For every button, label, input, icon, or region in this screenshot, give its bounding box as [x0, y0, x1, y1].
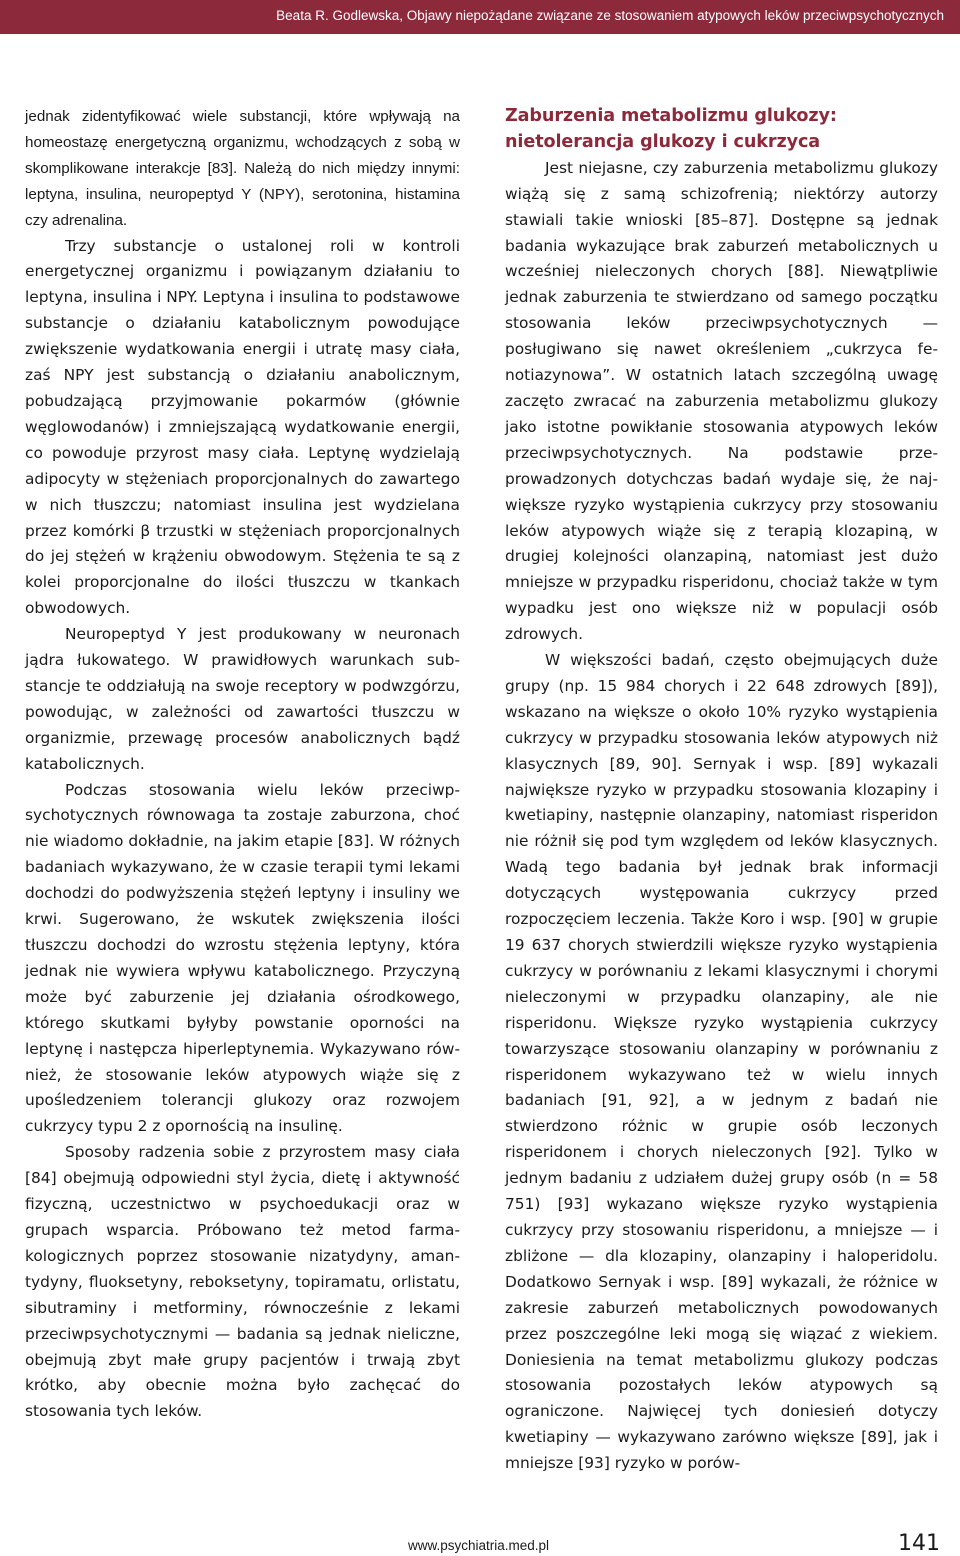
paragraph-weight-management: Sposoby radzenia sobie z przyrostem masy ciała [84] obejmują odpowiedni styl życia, dietę i aktywność fizyczną, uczestnictwo w psychoedukacji oraz w grupach wsparcia. Próbowano też metod farmakologicznych poprzez stosowanie nizatydyny, amantydyny, fluoksetyny, reboksetyny, topiramatu, orlistatu, sibutraminy i metforminy, równocześnie z lekami przeciwpsychotycznymi — badania są jednak nieliczne, obejmują zbyt małe grupy pacjentów i trwają zbyt krótko, aby obecnie można było zachęcać do stosowania tych leków.	[25, 1143, 460, 1421]
paragraph-glucose-intro: Jest niejasne, czy zaburzenia metabolizmu glukozy wiążą się z samą schizofrenią; niektórzy autorzy stawiali takie wnioski [85–87]. Dostępne są jednak badania wykazujące brak zaburzeń metabolicznych u wcześniej nieleczonych chorych [88]. Niewątpliwie jednak zaburzenia te stwierdzano od samego początku stosowania leków przeciwpsychotycznych — posługiwano się nawet określeniem „cukrzyca fenotiazynowa”. W ostatnich latach szczególną uwagę zaczęto zwracać na zaburzenia metabolizmu glukozy jako istotne powikłanie stosowania atypowych leków przeciwpsychotycznych. Na podstawie przeprowadzonych dotychczas badań wydaje się, że największe ryzyko wystąpienia cukrzycy przy stosowaniu leków atypowych wiąże się z terapią klozapiną, w drugiej kolejności olanzapiną, natomiast jest dużo mniejsze w przypadku risperidonu, chociaż także w tym wypadku jest ono większe niż w populacji osób zdrowych.	[505, 158, 938, 644]
paragraph-diabetes-risk: W większości badań, często obejmujących duże grupy (np. 15 984 chorych i 22 648 zdrowych [89]), wskazano na większe o około 10% ryzyko wystąpienia cukrzycy w przypadku stosowania leków atypowych niż klasycznych [89, 90]. Sernyak i wsp. [89] wykazali największe ryzyko w przypadku stosowania klozapiny i kwetiapiny, następnie olanzapiny, natomiast risperidon nie różnił się pod tym względem od leków klasycznych. Wadą tego badania był jednak brak informacji dotyczących występowania cukrzycy przed rozpoczęciem leczenia. Także Koro i wsp. [90] w grupie 19 637 chorych stwierdzili większe ryzyko wystąpienia cukrzycy w porównaniu z lekami klasycznymi i chorymi nieleczonymi w przypadku olanzapiny, ale nie risperidonu. Większe ryzyko wystąpienia cukrzycy towarzyszące stosowaniu olanzapiny w porównaniu z risperidonem wykazywano też w wielu innych badaniach [91, 92], a w jednym z badań nie stwierdzono różnic w grupie osób leczonych risperidonem i chorych nieleczonych [92]. Tylko w jednym badaniu z udziałem dużej grupy osób (n = 58 751) [93] wykazano większe ryzyko wystąpienia cukrzycy przy stosowaniu risperidonu, a mniejsze — i zbliżone — dla klozapiny, olanzapiny i haloperidolu. Dodatkowo Sernyak i wsp. [89] wykazali, że różnice w zakresie zaburzeń metabolicznych powodowanych przez poszczególne leki mogą się wiązać z wiekiem. Doniesienia na temat metabolizmu glukozy podczas stosowania pozostałych leków atypowych są ograniczone. Najwięcej tych doniesień dotyczy kwetiapiny — wykazywano zarówno większe [89], jak i mniejsze [93] ryzyko w porów-	[505, 651, 938, 1473]
paragraph-continuation: jednak zidentyfikować wiele substancji, które wpływają na homeostazę energetyczną organizmu, wchodzących z sobą w skomplikowane interakcje [83]. Należą do nich między innymi: leptyna, insulina, neuropeptyd Y (NPY), serotonina, histamina czy adrenalina.	[25, 108, 460, 229]
section-heading: Zaburzenia metabolizmu glukozy: nietolerancja glukozy i cukrzyca	[505, 106, 837, 152]
right-column	[505, 104, 938, 1477]
running-header	[0, 0, 960, 34]
footer-url-link[interactable]: www.psychiatria.med.pl	[408, 1538, 550, 1553]
paragraph-leptin-insulin-npy: Trzy substancje o ustalonej roli w kontroli energetycznej organizmu i powiązanym działaniu to leptyna, insulina i NPY. Leptyna i insulina to podstawowe substancje o działaniu katabolicznym powodujące zwiększenie wydatkowania energii i utratę masy ciała, zaś NPY jest substancją o działaniu anabolicznym, pobudzającą przyjmowanie pokarmów (głównie węglowodanów) i zmniejszającą wydatkowanie energii, co powoduje przyrost masy ciała. Leptynę wydzielają adipocyty w stężeniach proporcjonalnych do zawartego w nich tłuszczu; natomiast insulina jest wydzielana przez komórki β trzustki w stężeniach proporcjonalnych do jej stężeń w krążeniu obwodowym. Stężenia te są z kolei proporcjonalne do ilości tłuszczu w tkankach obwodowych.	[25, 236, 460, 618]
paragraph-neuropeptide-y: Neuropeptyd Y jest produkowany w neuronach jądra łukowatego. W prawidłowych warunkach substancje te oddziałują na swoje receptory w podwzgórzu, powodując, w zależności od zawartości tłuszczu w organizmie, przewagę procesów anabolicznych bądź katabolicznych.	[25, 625, 460, 773]
page-number: 141	[898, 1531, 940, 1556]
running-title: Beata R. Godlewska, Objawy niepożądane związane ze stosowaniem atypowych leków przeciwpsychotycznych	[276, 8, 944, 23]
paragraph-antipsychotic-balance: Podczas stosowania wielu leków przeciwpsychotycznych równowaga ta zostaje zaburzona, choć nie wiadomo dokładnie, na jakim etapie [83]. W różnych badaniach wykazywano, że w czasie terapii tymi lekami dochodzi do podwyższenia stężeń leptyny i insuliny we krwi. Sugerowano, że wskutek zwiększenia ilości tłuszczu dochodzi do wzrostu stężenia leptyny, która jednak nie wywiera wpływu katabolicznego. Przyczyną może być zaburzenie jej działania ośrodkowego, którego skutkami byłyby powstanie oporności na leptynę i następcza hiperleptynemia. Wykazywano również, że stosowanie leków atypowych wiąże się z upośledzeniem tolerancji glukozy oraz rozwojem cukrzycy typu 2 z opornością na insulinę.	[25, 780, 460, 1136]
left-column	[25, 104, 460, 1425]
